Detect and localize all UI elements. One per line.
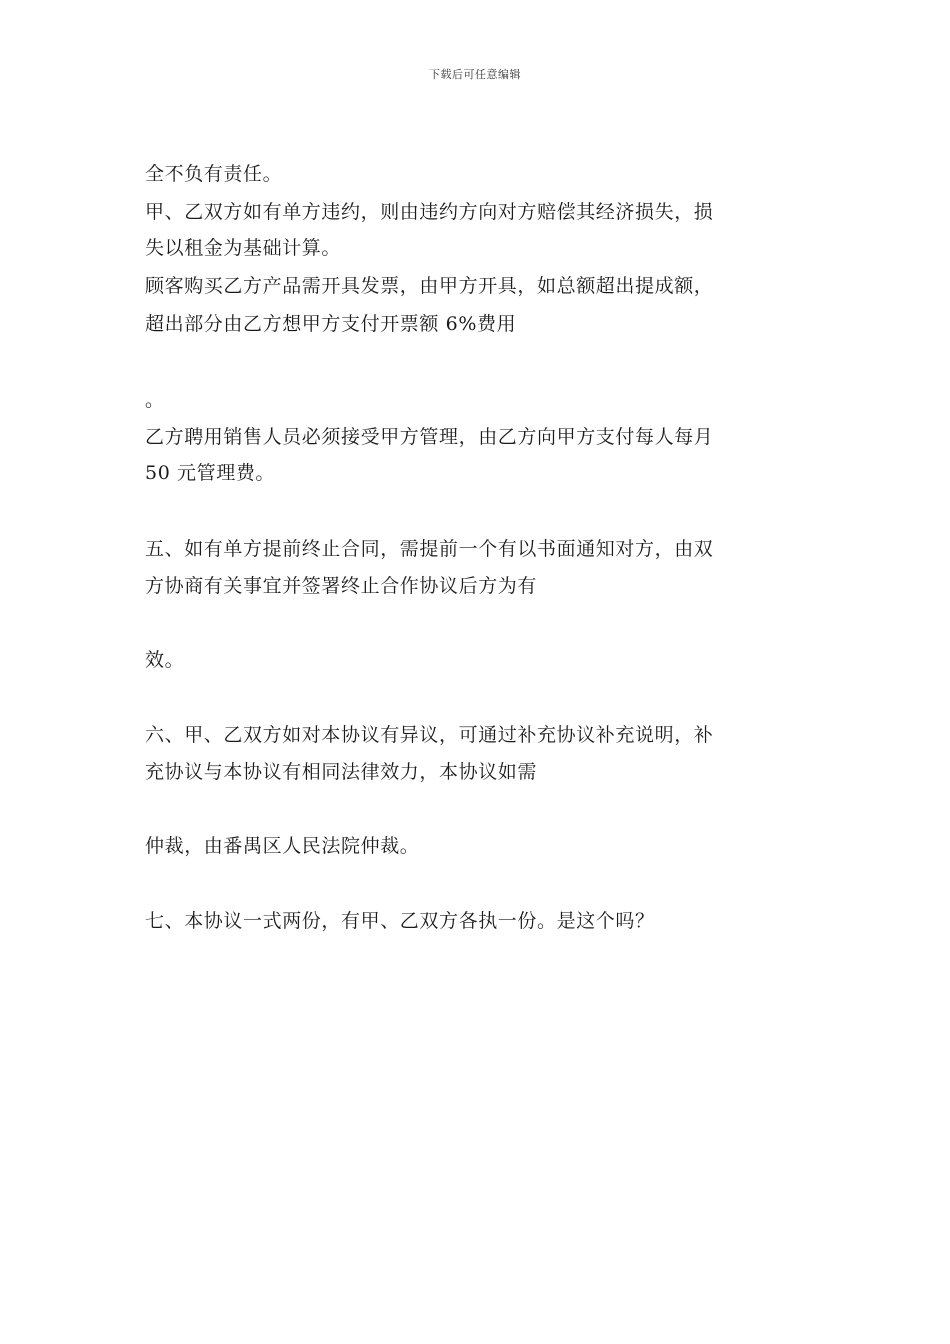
text-line: 五、如有单方提前终止合同，需提前一个有以书面通知对方，由双 bbox=[145, 538, 714, 560]
text-line: 。 bbox=[145, 389, 165, 411]
text-line: 乙方聘用销售人员必须接受甲方管理，由乙方向甲方支付每人每月 bbox=[145, 426, 714, 448]
text-line: 方协商有关事宜并签署终止合作协议后方为有 bbox=[145, 575, 538, 597]
text-line: 甲、乙双方如有单方违约，则由违约方向对方赔偿其经济损失，损 bbox=[145, 201, 714, 223]
text-line: 仲裁，由番禺区人民法院仲裁。 bbox=[145, 835, 420, 857]
text-line: 超出部分由乙方想甲方支付开票额 6%费用 bbox=[145, 313, 517, 335]
header-note: 下载后可任意编辑 bbox=[429, 68, 521, 81]
text-line: 充协议与本协议有相同法律效力，本协议如需 bbox=[145, 761, 538, 783]
text-line: 全不负有责任。 bbox=[145, 163, 283, 185]
text-line: 50 元管理费。 bbox=[145, 462, 276, 484]
text-line: 顾客购买乙方产品需开具发票，由甲方开具，如总额超出提成额， bbox=[145, 275, 714, 297]
text-line: 效。 bbox=[145, 649, 185, 671]
text-line: 七、本协议一式两份，有甲、乙双方各执一份。是这个吗？ bbox=[145, 910, 655, 932]
text-line: 失以租金为基础计算。 bbox=[145, 237, 342, 259]
text-line: 六、甲、乙双方如对本协议有异议，可通过补充协议补充说明，补 bbox=[145, 724, 714, 746]
